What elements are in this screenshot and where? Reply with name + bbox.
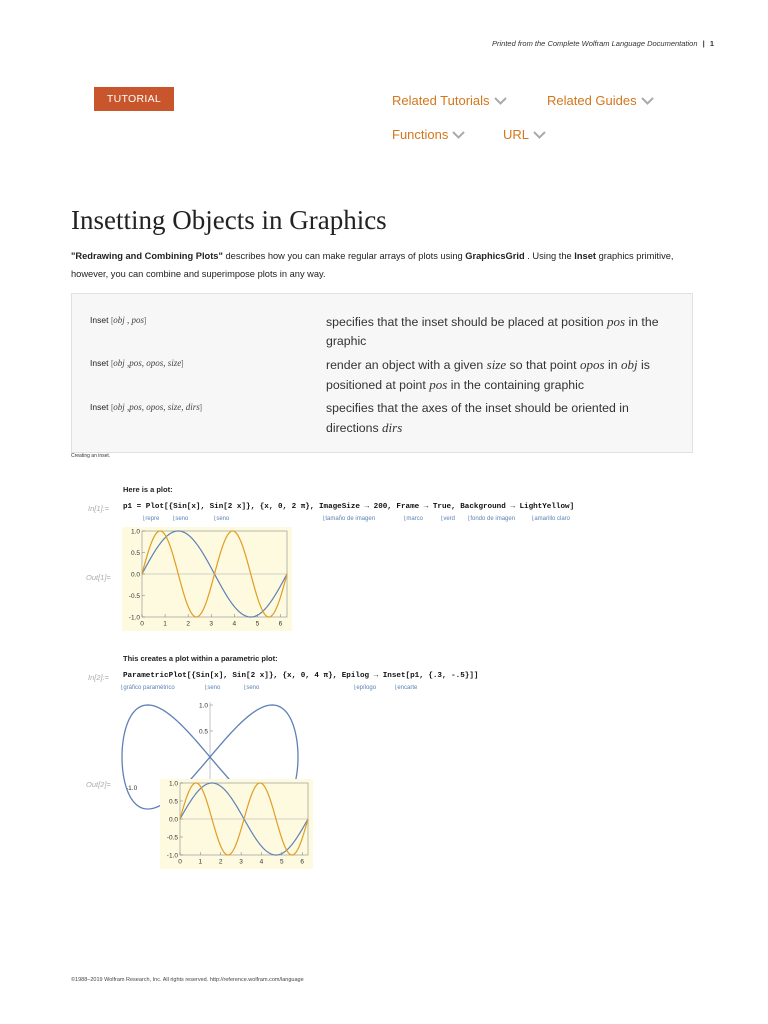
definition-table — [71, 293, 693, 453]
intro-text: . Using the — [524, 251, 575, 261]
y-tick-label: 1.0 — [168, 780, 178, 788]
definition-code: Inset [obj ,pos, opos, size] — [90, 358, 184, 368]
function-args: obj ,pos, opos, size, dirs — [113, 402, 200, 412]
function-args: obj ,pos, opos, size — [113, 358, 182, 368]
outer-x-tick-label: -1.0 — [126, 785, 138, 793]
function-name[interactable]: Inset — [90, 358, 109, 368]
definition-code: Inset [obj ,pos, opos, size, dirs] — [90, 402, 203, 412]
input-label: In[1]:= — [88, 504, 110, 513]
gloss: ⌊ amarillo claro — [532, 515, 570, 522]
output-label: Out[2]= — [86, 780, 111, 789]
footer-copyright: ©1988–2019 Wolfram Research, Inc. All rights reserved. http://reference.wolfram.com/language — [71, 977, 304, 983]
definition-description: specifies that the axes of the inset should be oriented in directions dirs — [326, 401, 629, 435]
page-number: 1 — [709, 39, 714, 48]
x-tick-label: 4 — [259, 858, 264, 866]
x-tick-label: 5 — [255, 620, 260, 628]
definition-description: render an object with a given size so that point opos in obj is positioned at point pos in the containing graphic — [326, 357, 650, 392]
y-tick-label: -0.5 — [166, 834, 178, 842]
x-tick-label: 3 — [209, 620, 214, 628]
table-caption: Creating an inset. — [71, 453, 111, 459]
x-tick-label: 4 — [232, 620, 237, 628]
plot1 — [122, 525, 292, 631]
related-guides-dropdown[interactable] — [547, 93, 654, 108]
gloss: ⌊ epílogo — [354, 684, 376, 691]
redrawing-link[interactable]: "Redrawing and Combining Plots" — [71, 251, 223, 261]
intro-text: graphics primitive, however, you can combine and superimpose plots in any way. — [71, 251, 674, 279]
y-tick-label: 1.0 — [130, 528, 140, 536]
x-tick-label: 6 — [278, 620, 283, 628]
y-tick-label: -0.5 — [128, 592, 140, 600]
outer-y-tick-label: 1.0 — [198, 702, 208, 710]
url-dropdown[interactable] — [503, 127, 546, 142]
intro-paragraph — [71, 247, 703, 283]
x-tick-label: 6 — [300, 858, 305, 866]
example2-description: This creates a plot within a parametric plot: — [123, 654, 278, 663]
gloss: ⌊ verd — [441, 515, 455, 522]
x-tick-label: 1 — [163, 620, 167, 628]
y-tick-label: 0.5 — [130, 549, 140, 557]
graphicsgrid-link[interactable]: GraphicsGrid — [465, 251, 525, 261]
example2-code[interactable]: ParametricPlot[{Sin[x], Sin[2 x]}, {x, 0, 4 π}, Epilog → Inset[p1, {.3, -.5}]] — [123, 672, 479, 680]
gloss: ⌊ encarte — [395, 684, 417, 691]
function-args: obj , pos — [113, 315, 144, 325]
url-label: URL — [503, 127, 530, 142]
functions-dropdown[interactable] — [392, 127, 465, 142]
definition-code: Inset [obj , pos] — [90, 315, 147, 325]
related-guides-label: Related Guides — [547, 93, 637, 108]
chevron-down-icon — [452, 131, 465, 139]
functions-label: Functions — [392, 127, 449, 142]
gloss: ⌊ seno — [173, 515, 188, 522]
x-tick-label: 0 — [140, 620, 144, 628]
y-tick-label: 0.5 — [168, 798, 178, 806]
output-label: Out[1]= — [86, 573, 111, 582]
gloss: ⌊ fondo de imagen — [468, 515, 515, 522]
gloss: ⌊ tamaño de imagen — [323, 515, 375, 522]
x-tick-label: 0 — [178, 858, 182, 866]
intro-text: describes how you can make regular arrays of plots using — [222, 251, 466, 261]
x-tick-label: 2 — [186, 620, 190, 628]
x-tick-label: 2 — [218, 858, 223, 866]
x-tick-label: 1 — [198, 858, 203, 866]
y-tick-label: 0.0 — [168, 816, 178, 824]
input-label: In[2]:= — [88, 673, 110, 682]
y-tick-label: -1.0 — [128, 614, 140, 622]
function-name[interactable]: Inset — [90, 402, 109, 412]
printed-from-text: Printed from the Complete Wolfram Language Documentation — [492, 39, 698, 48]
related-tutorials-dropdown[interactable] — [392, 93, 507, 108]
chevron-down-icon — [533, 131, 546, 139]
x-tick-label: 5 — [280, 858, 284, 866]
gloss: ⌊ seno — [205, 684, 220, 691]
gloss: ⌊ marco — [404, 515, 423, 522]
page-title: Insetting Objects in Graphics — [71, 205, 387, 235]
related-tutorials-label: Related Tutorials — [392, 93, 490, 108]
gloss: ⌊ gráfico paramétrico — [121, 684, 175, 691]
outer-y-tick-label: 0.5 — [198, 728, 208, 736]
gloss: ⌊ seno — [244, 684, 259, 691]
print-header: Printed from the Complete Wolfram Language Documentation | 1 — [492, 39, 714, 48]
tutorial-badge: TUTORIAL — [94, 87, 174, 111]
plot2 — [110, 695, 320, 875]
inset-link[interactable]: Inset — [574, 251, 596, 261]
y-tick-label: -1.0 — [166, 852, 178, 860]
chevron-down-icon — [641, 97, 654, 105]
gloss: ⌊ repre — [143, 515, 159, 522]
example1-code[interactable]: p1 = Plot[{Sin[x], Sin[2 x]}, {x, 0, 2 π}, ImageSize → 200, Frame → True, Background → LightYellow] — [123, 503, 575, 511]
definition-description: specifies that the inset should be placed at position pos in the graphic — [326, 314, 659, 348]
example1-description: Here is a plot: — [123, 485, 173, 494]
inset-background — [160, 779, 313, 869]
chevron-down-icon — [494, 97, 507, 105]
y-tick-label: 0.0 — [130, 571, 140, 579]
gloss: ⌊ seno — [214, 515, 229, 522]
function-name[interactable]: Inset — [90, 315, 109, 325]
x-tick-label: 3 — [239, 858, 243, 866]
